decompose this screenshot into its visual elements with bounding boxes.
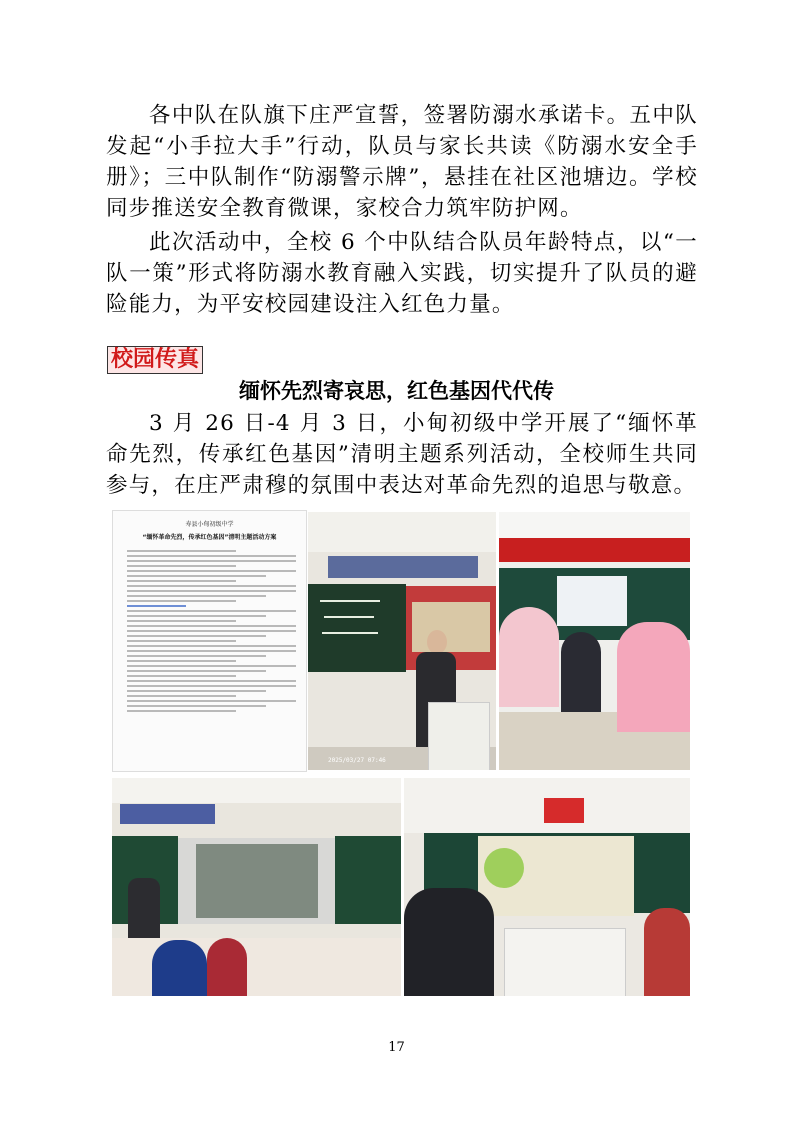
lectern: [428, 702, 490, 770]
blackboard: [308, 584, 406, 672]
doc-text-line: [127, 685, 296, 687]
doc-text-line: [127, 690, 266, 692]
student: [644, 908, 690, 996]
display-screen: [557, 576, 627, 626]
body-paragraph-2: 此次活动中，全校 6 个中队结合队员年龄特点，以“一队一策”形式将防溺水教育融入实践，切实提升了队员的避险能力，为平安校园建设注入红色力量。: [106, 230, 698, 317]
doc-text-line: [127, 645, 296, 647]
doc-text-line: [127, 585, 296, 587]
student: [561, 632, 601, 712]
doc-text-line: [127, 635, 266, 637]
doc-text-line: [127, 600, 236, 602]
doc-text-line: [127, 595, 266, 597]
red-banner: [499, 538, 690, 562]
doc-text-line: [127, 615, 266, 617]
doc-text-line: [127, 575, 266, 577]
student: [207, 938, 247, 996]
article-title: 缅怀先烈寄哀思，红色基因代代传: [239, 379, 554, 403]
doc-text-line: [127, 680, 296, 682]
doc-text-line: [127, 660, 236, 662]
section-tag: 校园传真: [107, 346, 203, 374]
doc-text-line: [127, 670, 266, 672]
doc-text-line: [127, 640, 236, 642]
doc-text-line: [127, 695, 236, 697]
teacher-lecture-photo: [308, 512, 496, 770]
body-paragraph-1: 各中队在队旗下庄严宣誓，签署防溺水承诺卡。五中队发起“小手拉大手”行动，队员与家长共读《防溺水安全手册》；三中队制作“防溺警示牌”，悬挂在社区池塘边。学校同步推送安全教育微课，家校合力筑牢防护网。: [106, 103, 698, 221]
doc-text-line: [127, 675, 236, 677]
video-lesson-photo: [112, 778, 401, 996]
doc-text-line: [127, 580, 236, 582]
doc-link-line: [127, 605, 186, 607]
teacher: [427, 630, 447, 654]
doc-text-line: [127, 655, 266, 657]
flag: [544, 798, 584, 823]
body-paragraph-3: 3 月 26 日-4 月 3 日，小甸初级中学开展了“缅怀革命先烈，传承红色基因”清明主题系列活动，全校师生共同参与，在庄严肃穆的氛围中表达对革命先烈的追思与敬意。: [106, 411, 698, 498]
doc-text-line: [127, 625, 296, 627]
doc-text-line: [127, 710, 236, 712]
oath-photo: [404, 778, 690, 996]
doc-text-line: [127, 650, 296, 652]
doc-header: 寿县小甸初级中学: [185, 521, 234, 528]
doc-text-line: [127, 665, 296, 667]
doc-text-line: [127, 705, 266, 707]
page-number: 17: [388, 1040, 405, 1055]
doc-text-line: [127, 555, 296, 557]
classroom-photo: [499, 512, 690, 770]
doc-text-line: [127, 620, 236, 622]
blackboard: [335, 836, 401, 924]
student: [152, 940, 207, 996]
activity-plan-photo: [112, 510, 307, 772]
student: [499, 607, 559, 707]
doc-text-line: [127, 590, 296, 592]
doc-subtitle: “缅怀革命先烈，传承红色基因”清明主题活动方案: [142, 534, 277, 541]
doc-text-line: [127, 570, 296, 572]
doc-text-line: [127, 560, 296, 562]
doc-text-line: [127, 550, 236, 552]
slogan-banner: [120, 804, 215, 824]
student: [404, 888, 494, 996]
student: [617, 622, 690, 732]
doc-text-line: [127, 630, 296, 632]
photo-timestamp: 2025/03/27 07:46: [328, 757, 386, 764]
doc-text-line: [127, 610, 296, 612]
slogan-banner: [328, 556, 478, 578]
doc-text-line: [127, 565, 236, 567]
doc-text-line: [127, 700, 296, 702]
